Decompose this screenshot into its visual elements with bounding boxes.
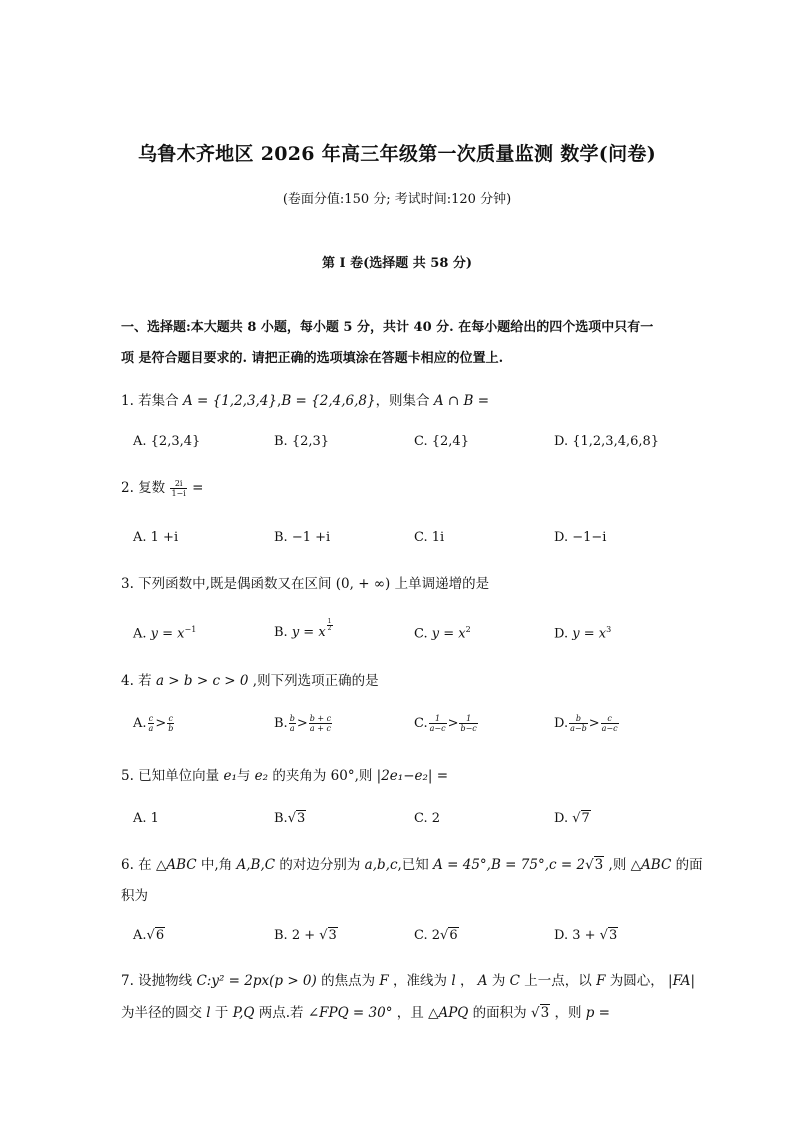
sqrt-symbol: √3 bbox=[599, 928, 618, 943]
question-3-stem: 3. 下列函数中,既是偶函数又在区间 (0, + ∞) 上单调递增的是 bbox=[121, 576, 490, 592]
question-4-stem: 4. 若 a > b > c > 0 ,则下列选项正确的是 bbox=[121, 673, 379, 689]
question-2-option-a: A. 1 +i bbox=[133, 530, 179, 545]
question-7-stem-line-1: 7. 设抛物线 C:y² = 2px(p > 0) 的焦点为 F ，准线为 l ， A 为 C 上一点，以 F 为圆心， |FA| bbox=[121, 973, 696, 989]
question-6-option-c: C. 2√6 bbox=[414, 928, 458, 943]
part-title: 第 I 卷(选择题 共 58 分) bbox=[321, 256, 473, 271]
question-6-option-d: D. 3 + √3 bbox=[554, 928, 618, 943]
question-2-option-d: D. −1−i bbox=[554, 530, 607, 545]
question-3-option-a: A. $y = x^{-1}$ bbox=[133, 625, 197, 642]
question-1-option-c: C. {2,4} bbox=[414, 434, 469, 449]
question-5-stem: 5. 已知单位向量 e₁与 e₂ 的夹角为 60°,则 |2e₁−e₂| = bbox=[121, 768, 449, 784]
sqrt-symbol: √7 bbox=[572, 811, 590, 826]
question-4-option-b: B. $\frac{b}{a}$ > $\frac{b + c}{a + c}$ bbox=[274, 714, 332, 733]
question-6-stem-line-2: 积为 bbox=[121, 888, 148, 904]
sqrt-symbol: √3 bbox=[585, 857, 604, 873]
question-1-stem: 1. 若集合 A = {1,2,3,4},B = {2,4,6,8}，则集合 A ∩ B = bbox=[121, 393, 490, 409]
question-5-option-c: C. 2 bbox=[414, 811, 441, 826]
section-instructions-line-1: 一、选择题:本大题共 8 小题，每小题 5 分，共计 40 分. 在每小题给出的四个选项中只有一 bbox=[121, 320, 654, 335]
question-7-stem-line-2: 为半径的圆交 l 于 P,Q 两点.若 ∠FPQ = 30° ，且 △APQ 的面积为 √3 ，则 p = bbox=[121, 1005, 610, 1021]
sqrt-symbol: √6 bbox=[440, 928, 458, 943]
question-5-option-a: A. 1 bbox=[133, 811, 159, 826]
question-3-option-d: D. $y = x^3$ bbox=[554, 625, 612, 642]
exam-info: (卷面分值:150 分; 考试时间:120 分钟) bbox=[282, 192, 512, 207]
question-6-stem-line-1: 6. 在 △ABC 中,角 A,B,C 的对边分别为 a,b,c,已知 A = 45°,B = 75°,c = 2√3 ,则 △ABC 的面 bbox=[121, 857, 703, 873]
sqrt-symbol: √6 bbox=[146, 928, 165, 943]
exponent-fraction: $\frac{1}{2}$ bbox=[327, 618, 332, 632]
question-2-option-c: C. 1i bbox=[414, 530, 445, 545]
question-5-option-d: D. √7 bbox=[554, 811, 590, 826]
sqrt-symbol: √3 bbox=[287, 811, 306, 826]
question-5-option-b: B.√3 bbox=[274, 811, 306, 826]
question-3-option-b: B. y = x $\frac{1}{2}$ bbox=[274, 618, 332, 640]
page-title: 乌鲁木齐地区 2026 年高三年级第一次质量监测 数学(问卷) bbox=[137, 143, 656, 165]
question-2-option-b: B. −1 +i bbox=[274, 530, 331, 545]
question-1-option-d: D. {1,2,3,4,6,8} bbox=[554, 434, 660, 449]
question-1-option-b: B. {2,3} bbox=[274, 434, 330, 449]
question-3-option-c: C. $y = x^2$ bbox=[414, 625, 471, 642]
section-instructions-line-2: 项 是符合题目要求的. 请把正确的选项填涂在答题卡相应的位置上. bbox=[121, 351, 504, 366]
question-6-option-b: B. 2 + √3 bbox=[274, 928, 337, 943]
question-1-option-a: A. {2,3,4} bbox=[133, 434, 201, 449]
question-4-option-d: D. $\frac{b}{a-b}$ > $\frac{c}{a-c}$ bbox=[554, 714, 618, 733]
question-6-option-a: A.√6 bbox=[133, 928, 165, 943]
question-4-option-c: C. $\frac{1}{a-c}$ > $\frac{1}{b-c}$ bbox=[414, 714, 477, 733]
sqrt-symbol: √3 bbox=[319, 928, 337, 943]
sqrt-symbol: √3 bbox=[530, 1005, 550, 1021]
question-2-stem: 2. 复数 $\frac{2i}{1-i}$ = bbox=[121, 479, 204, 498]
complex-fraction: $\frac{2i}{1-i}$ bbox=[171, 479, 186, 498]
question-4-option-a: A. $\frac{c}{a}$ > $\frac{c}{b}$ bbox=[133, 714, 174, 733]
